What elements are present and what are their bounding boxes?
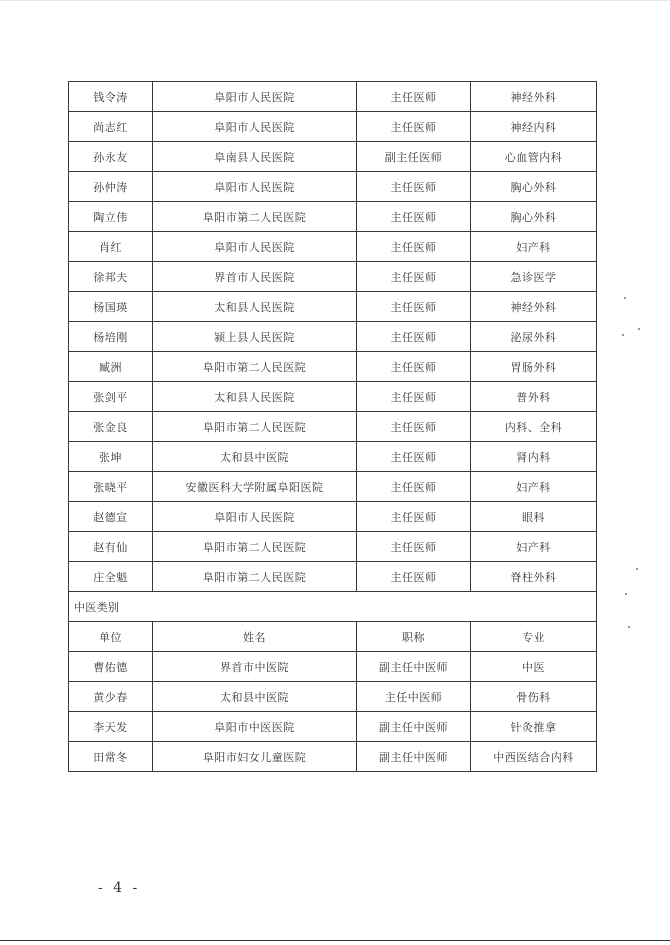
specialty: 胃肠外科 (471, 352, 597, 382)
table-row (69, 682, 597, 712)
specialty: 妇产科 (471, 532, 597, 562)
hospital: 阜阳市人民医院 (153, 502, 357, 532)
title: 副主任中医师 (357, 712, 471, 742)
title: 主任医师 (357, 172, 471, 202)
page-top-edge (0, 0, 670, 1)
hospital: 太和县中医院 (153, 442, 357, 472)
title: 副主任医师 (357, 142, 471, 172)
person-name: 陶立伟 (69, 202, 153, 232)
person-name: 孙永友 (69, 142, 153, 172)
title: 主任医师 (357, 442, 471, 472)
scan-speck (624, 297, 626, 299)
hospital: 太和县人民医院 (153, 382, 357, 412)
table-row (69, 442, 597, 472)
table-row (69, 172, 597, 202)
person-name: 肖红 (69, 232, 153, 262)
specialty: 针灸推拿 (471, 712, 597, 742)
specialty: 神经外科 (471, 292, 597, 322)
table-row (69, 322, 597, 352)
title: 主任中医师 (357, 682, 471, 712)
specialty: 神经内科 (471, 112, 597, 142)
specialty: 内科、全科 (471, 412, 597, 442)
column-header: 专业 (471, 622, 597, 652)
hospital: 太和县中医院 (153, 682, 357, 712)
tcm-section (69, 592, 597, 772)
person-name: 张金良 (69, 412, 153, 442)
scan-speck (625, 593, 627, 595)
table-row (69, 112, 597, 142)
hospital: 阜南县人民医院 (153, 142, 357, 172)
hospital: 界首市中医院 (153, 652, 357, 682)
table-row (69, 202, 597, 232)
title: 主任医师 (357, 112, 471, 142)
specialty: 胸心外科 (471, 202, 597, 232)
hospital: 安徽医科大学附属阜阳医院 (153, 472, 357, 502)
specialty: 心血管内科 (471, 142, 597, 172)
specialty: 妇产科 (471, 472, 597, 502)
hospital: 阜阳市第二人民医院 (153, 532, 357, 562)
person-name: 尚志红 (69, 112, 153, 142)
specialty: 中西医结合内科 (471, 742, 597, 772)
person-name: 庄全魁 (69, 562, 153, 592)
title: 主任医师 (357, 382, 471, 412)
column-header: 姓名 (153, 622, 357, 652)
hospital: 阜阳市人民医院 (153, 172, 357, 202)
title: 副主任中医师 (357, 742, 471, 772)
table-row (69, 712, 597, 742)
person-name: 黄少春 (69, 682, 153, 712)
person-name: 杨国瑛 (69, 292, 153, 322)
title: 主任医师 (357, 262, 471, 292)
title: 主任医师 (357, 82, 471, 112)
hospital: 阜阳市人民医院 (153, 112, 357, 142)
table-row (69, 382, 597, 412)
table-row (69, 232, 597, 262)
table-row (69, 412, 597, 442)
person-name: 臧洲 (69, 352, 153, 382)
hospital: 阜阳市第二人民医院 (153, 352, 357, 382)
person-name: 钱令涛 (69, 82, 153, 112)
hospital: 阜阳市人民医院 (153, 232, 357, 262)
hospital: 阜阳市人民医院 (153, 82, 357, 112)
title: 主任医师 (357, 202, 471, 232)
section-title: 中医类别 (69, 592, 597, 622)
specialty: 妇产科 (471, 232, 597, 262)
table-row (69, 142, 597, 172)
table-row (69, 742, 597, 772)
table-row (69, 502, 597, 532)
title: 主任医师 (357, 562, 471, 592)
scan-speck (636, 568, 638, 570)
person-name: 孙仲涛 (69, 172, 153, 202)
section-heading-row (69, 592, 597, 622)
title: 主任医师 (357, 532, 471, 562)
title: 主任医师 (357, 292, 471, 322)
person-name: 杨培刚 (69, 322, 153, 352)
hospital: 阜阳市第二人民医院 (153, 562, 357, 592)
specialty: 普外科 (471, 382, 597, 412)
table-row (69, 262, 597, 292)
column-header: 单位 (69, 622, 153, 652)
person-name: 赵德宣 (69, 502, 153, 532)
person-name: 赵有仙 (69, 532, 153, 562)
specialty: 骨伤科 (471, 682, 597, 712)
hospital: 阜阳市第二人民医院 (153, 202, 357, 232)
specialty: 神经外科 (471, 82, 597, 112)
person-name: 曹佑德 (69, 652, 153, 682)
specialty: 中医 (471, 652, 597, 682)
title: 主任医师 (357, 322, 471, 352)
specialty: 肾内科 (471, 442, 597, 472)
expert-roster-table (68, 81, 597, 772)
page-bottom-edge (0, 940, 670, 941)
header-row (69, 622, 597, 652)
specialty: 眼科 (471, 502, 597, 532)
table-row (69, 82, 597, 112)
specialty: 胸心外科 (471, 172, 597, 202)
page-number: - 4 - (98, 880, 141, 896)
scan-speck (628, 626, 630, 628)
person-name: 张坤 (69, 442, 153, 472)
scan-speck (638, 328, 640, 330)
column-header: 职称 (357, 622, 471, 652)
title: 主任医师 (357, 502, 471, 532)
table-row (69, 532, 597, 562)
hospital: 阜阳市第二人民医院 (153, 412, 357, 442)
person-name: 徐邦夫 (69, 262, 153, 292)
title: 副主任中医师 (357, 652, 471, 682)
title: 主任医师 (357, 352, 471, 382)
person-name: 张剑平 (69, 382, 153, 412)
table-row (69, 562, 597, 592)
specialty: 泌尿外科 (471, 322, 597, 352)
table-row (69, 472, 597, 502)
western-medicine-rows (69, 82, 597, 592)
table-row (69, 292, 597, 322)
table-row (69, 352, 597, 382)
title: 主任医师 (357, 412, 471, 442)
title: 主任医师 (357, 472, 471, 502)
scan-speck (622, 334, 624, 336)
table-row (69, 652, 597, 682)
hospital: 太和县人民医院 (153, 292, 357, 322)
title: 主任医师 (357, 232, 471, 262)
hospital: 阜阳市中医医院 (153, 712, 357, 742)
person-name: 张晓平 (69, 472, 153, 502)
specialty: 脊柱外科 (471, 562, 597, 592)
person-name: 李天发 (69, 712, 153, 742)
hospital: 阜阳市妇女儿童医院 (153, 742, 357, 772)
person-name: 田常冬 (69, 742, 153, 772)
hospital: 界首市人民医院 (153, 262, 357, 292)
specialty: 急诊医学 (471, 262, 597, 292)
hospital: 颍上县人民医院 (153, 322, 357, 352)
